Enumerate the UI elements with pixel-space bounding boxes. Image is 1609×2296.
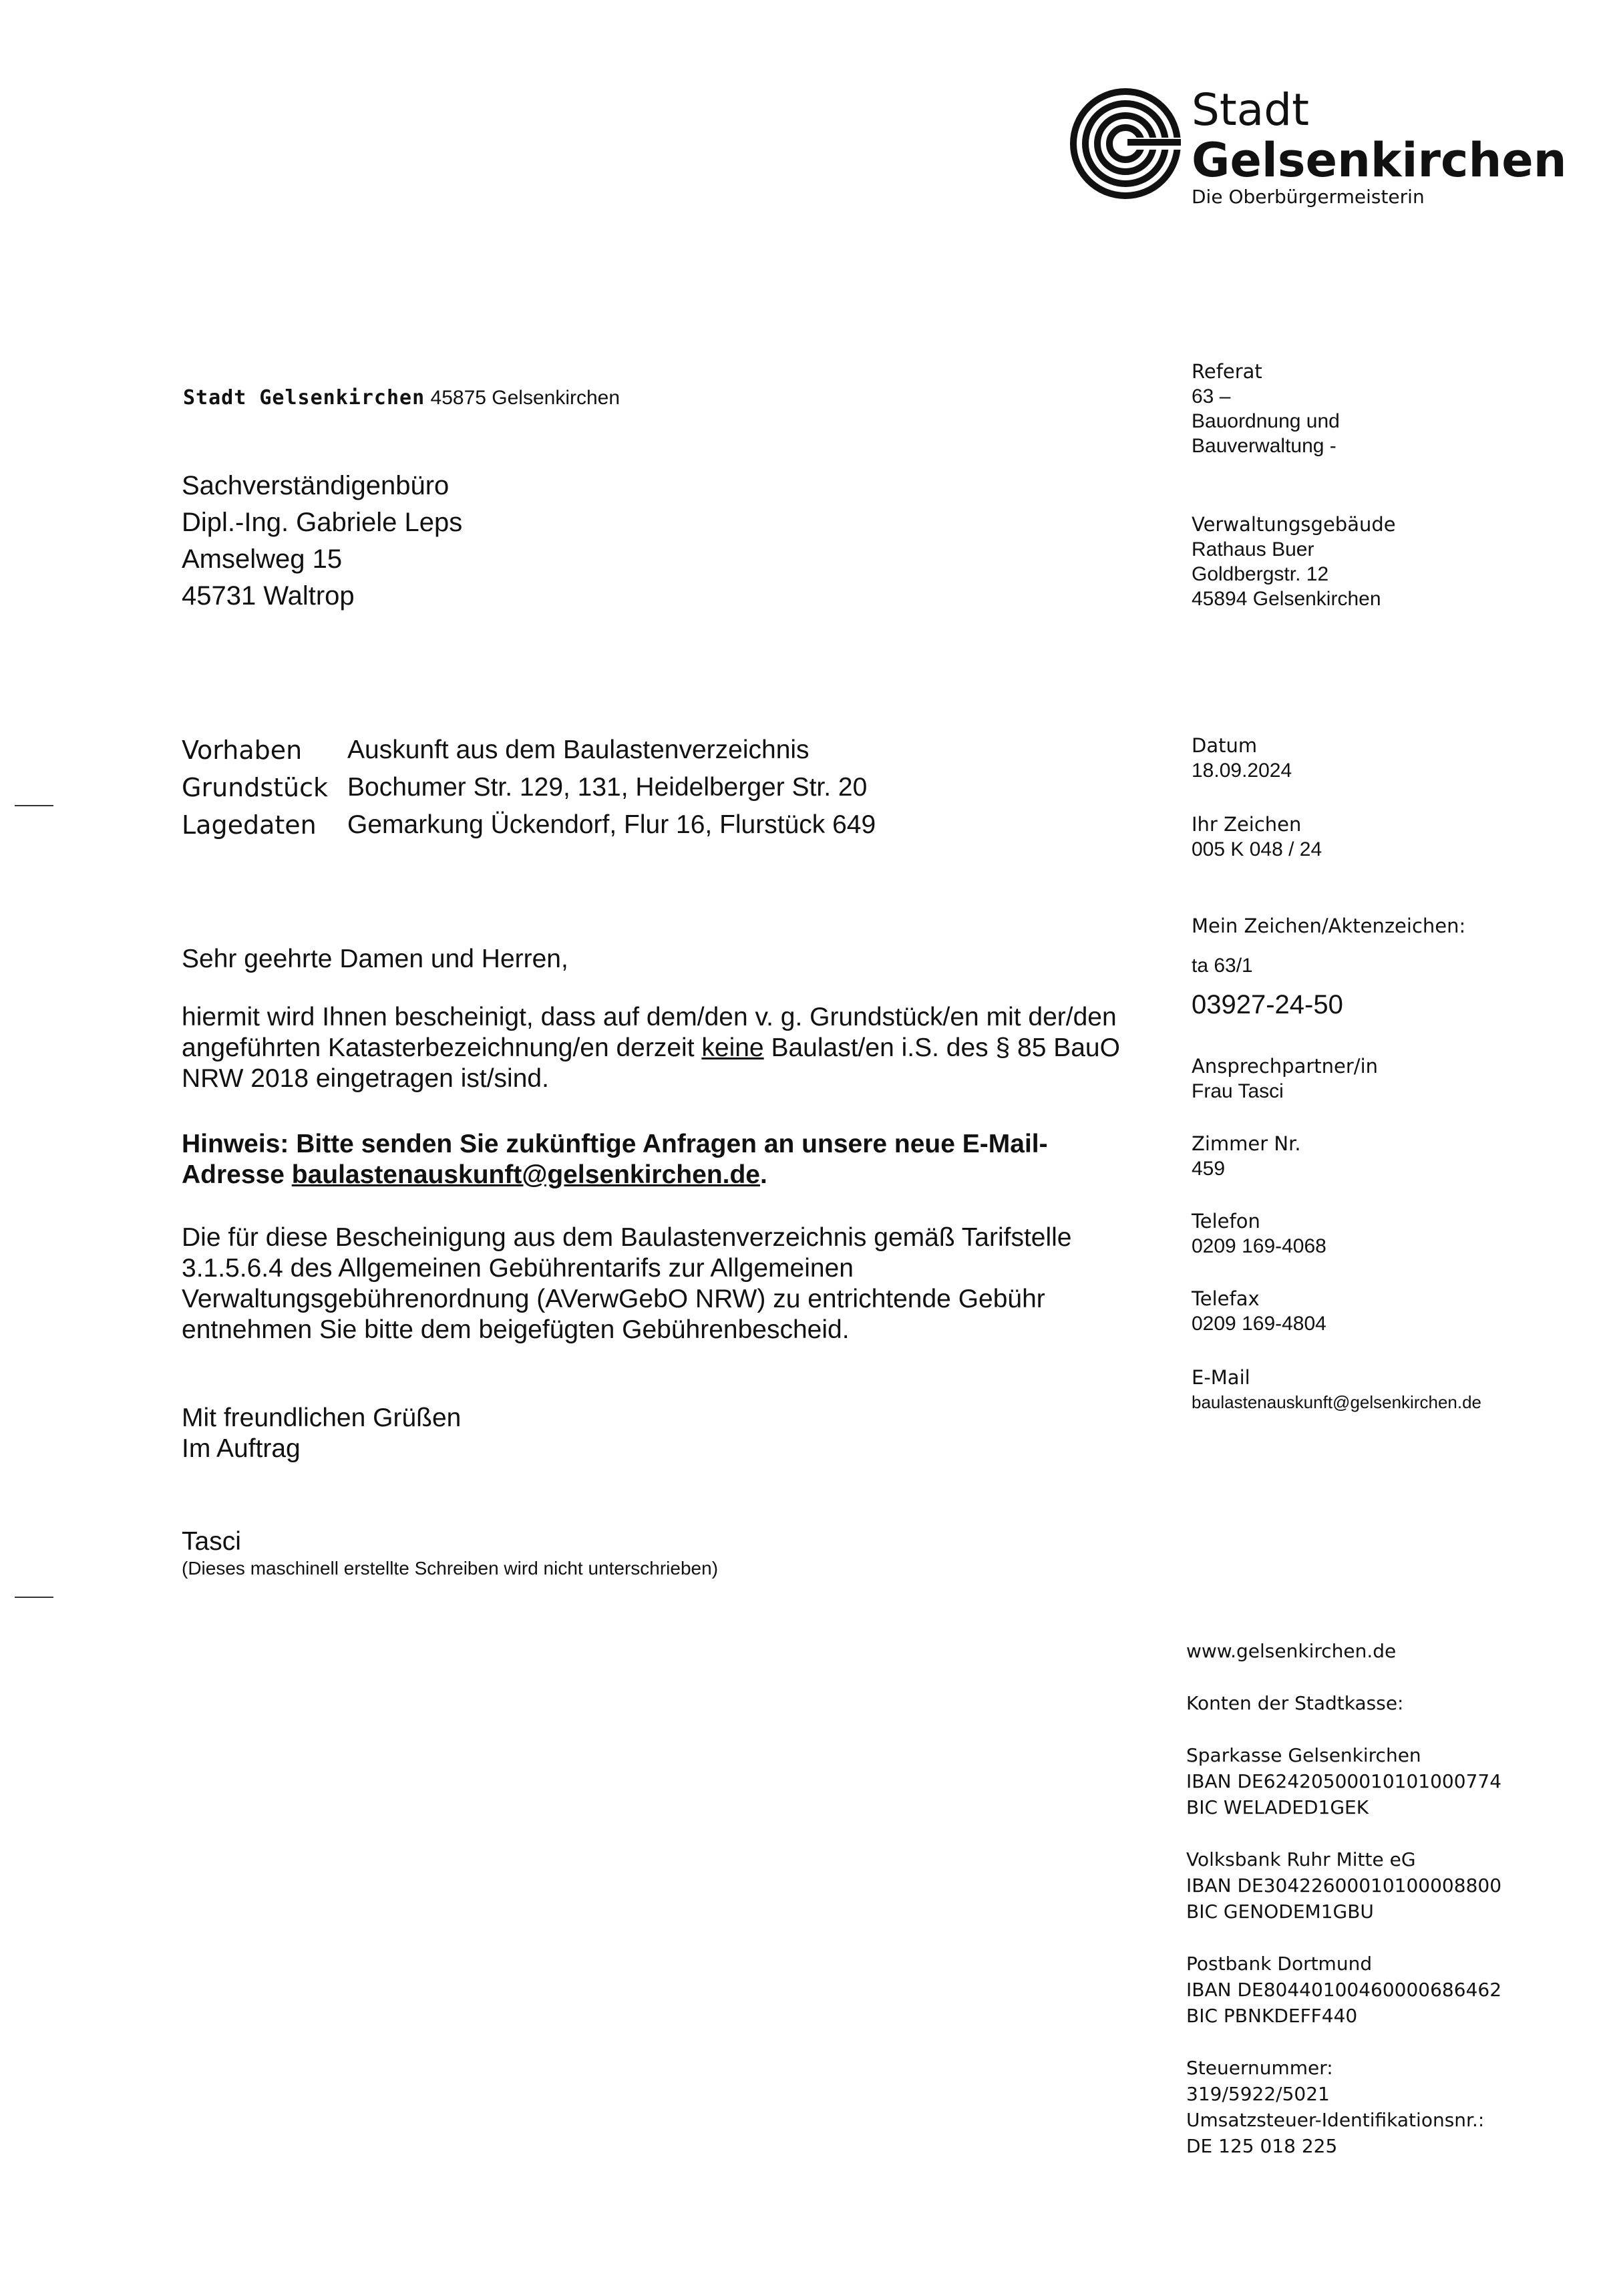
bank-name: Postbank Dortmund	[1186, 1953, 1373, 1975]
phone-value: 0209 169-4068	[1192, 1235, 1326, 1257]
contact-block	[1192, 1054, 1378, 1104]
letterhead-line1: Stadt	[1192, 84, 1309, 136]
fold-mark	[15, 1597, 53, 1598]
building-line: Goldbergstr. 12	[1192, 563, 1329, 585]
contact-label: Ansprechpartner/in	[1192, 1055, 1379, 1078]
paragraph-2: Die für diese Bescheinigung aus dem Baulastenverzeichnis gemäß Tarifstelle 3.1.5.6.4 des Allgemeinen Gebührentarifs zur Allgemeinen Verwaltungsgebührenordnung (AVerwGebO NRW) zu entrichtende Gebühr entnehmen Sie bitte dem beigefügten Gebührenbescheid.	[182, 1223, 1072, 1344]
department-line: Referat	[1192, 360, 1262, 383]
building-block	[1192, 512, 1396, 611]
salutation: Sehr geehrte Damen und Herren,	[182, 945, 568, 973]
your-ref-block	[1192, 812, 1322, 862]
bank-name: Volksbank Ruhr Mitte eG	[1186, 1848, 1416, 1870]
room-value: 459	[1192, 1158, 1226, 1180]
recipient-address	[182, 468, 462, 615]
subject-key: Grundstück	[182, 773, 329, 802]
signature-note: (Dieses maschinell erstellte Schreiben wird nicht unterschrieben)	[182, 1558, 719, 1579]
building-line: 45894 Gelsenkirchen	[1192, 588, 1381, 610]
my-ref-label: Mein Zeichen/Aktenzeichen:	[1192, 915, 1466, 937]
recipient-line: 45731 Waltrop	[182, 581, 355, 611]
hint-text: Hinweis: Bitte senden Sie zukünftige Anfragen an unsere neue E-Mail-Adresse	[182, 1130, 1048, 1189]
building-label: Verwaltungsgebäude	[1192, 513, 1396, 536]
phone-label: Telefon	[1192, 1210, 1260, 1233]
subject-key: Lagedaten	[182, 810, 317, 840]
bank-iban: IBAN DE80440100460000686462	[1186, 1979, 1502, 2001]
signature-block	[182, 1526, 1143, 1580]
fold-mark	[15, 805, 53, 806]
sender-address: 45875 Gelsenkirchen	[430, 387, 620, 409]
fax-value: 0209 169-4804	[1192, 1313, 1326, 1335]
tax-number: 319/5922/5021	[1186, 2083, 1330, 2105]
subject-value: Bochumer Str. 129, 131, Heidelberger Str. 20	[347, 773, 868, 802]
paragraph-1-part: Baulast/en i.S. des § 85 BauO NRW 2018 eingetragen ist/sind.	[182, 1033, 1120, 1093]
email-block	[1192, 1365, 1481, 1415]
bank-name: Sparkasse Gelsenkirchen	[1186, 1744, 1421, 1766]
department-line: Bauordnung und	[1192, 410, 1340, 432]
department-line: Bauverwaltung -	[1192, 435, 1336, 457]
letterhead-text	[1192, 86, 1567, 208]
bank-entry	[1186, 1846, 1501, 1925]
date-value: 18.09.2024	[1192, 760, 1292, 782]
underlined-keine: keine	[701, 1033, 764, 1062]
email-label: E-Mail	[1192, 1366, 1250, 1389]
date-label: Datum	[1192, 734, 1258, 757]
bank-entry	[1186, 1742, 1501, 1820]
phone-block	[1192, 1209, 1326, 1259]
contact-value: Frau Tasci	[1192, 1080, 1284, 1102]
tax-label: Steuernummer:	[1186, 2057, 1333, 2079]
date-block	[1192, 733, 1292, 783]
paragraph-1-part: hiermit wird Ihnen bescheinigt, dass auf dem/den v. g. Grundstück/en mit der/den angeführten Katasterbezeichnung/en derzeit	[182, 1003, 1117, 1062]
subject-block	[182, 731, 876, 844]
hint-paragraph	[182, 1129, 1143, 1190]
signature-name: Tasci	[182, 1527, 241, 1556]
subject-row	[182, 731, 876, 769]
subject-key: Vorhaben	[182, 735, 303, 765]
bank-iban: IBAN DE62420500010101000774	[1186, 1770, 1502, 1792]
tax-block	[1186, 2055, 1501, 2159]
subject-value: Auskunft aus dem Baulastenverzeichnis	[347, 735, 810, 764]
room-block	[1192, 1132, 1301, 1181]
bank-bic: BIC WELADED1GEK	[1186, 1796, 1369, 1818]
subject-row	[182, 806, 876, 844]
sender-org: Stadt Gelsenkirchen	[183, 386, 425, 409]
footer-block	[1186, 1638, 1501, 2159]
fax-block	[1192, 1287, 1326, 1336]
letterhead-subtitle: Die Oberbürgermeisterin	[1192, 186, 1425, 208]
building-line: Rathaus Buer	[1192, 538, 1314, 560]
hint-email-link[interactable]: baulastenauskunft@gelsenkirchen.de	[291, 1160, 760, 1189]
recipient-line: Dipl.-Ing. Gabriele Leps	[182, 508, 463, 537]
closing-line: Im Auftrag	[182, 1434, 301, 1463]
vat-number: DE 125 018 225	[1186, 2135, 1338, 2157]
bank-iban: IBAN DE30422600010100008800	[1186, 1874, 1502, 1897]
your-ref-value: 005 K 048 / 24	[1192, 838, 1322, 860]
city-emblem-icon	[1069, 87, 1182, 200]
letterhead-city: Gelsenkirchen	[1192, 133, 1567, 188]
bank-bic: BIC GENODEM1GBU	[1186, 1901, 1374, 1923]
hint-end: .	[760, 1160, 767, 1189]
my-ref-block	[1192, 914, 1465, 1017]
email-value: baulastenauskunft@gelsenkirchen.de	[1192, 1392, 1482, 1412]
website-link[interactable]: www.gelsenkirchen.de	[1186, 1640, 1397, 1662]
file-number: 03927-24-50	[1192, 990, 1343, 1019]
fax-label: Telefax	[1192, 1287, 1260, 1310]
department-block	[1192, 359, 1340, 458]
closing-block	[182, 1403, 1143, 1464]
bank-entry	[1186, 1951, 1501, 2029]
department-line: 63 –	[1192, 385, 1231, 407]
vat-label: Umsatzsteuer-Identifikationsnr.:	[1186, 2109, 1485, 2131]
bank-bic: BIC PBNKDEFF440	[1186, 2005, 1358, 2027]
subject-row	[182, 769, 876, 806]
room-label: Zimmer Nr.	[1192, 1132, 1301, 1155]
paragraph-1	[182, 1002, 1143, 1094]
closing-line: Mit freundlichen Grüßen	[182, 1404, 462, 1432]
accounts-label: Konten der Stadtkasse:	[1186, 1692, 1404, 1714]
your-ref-label: Ihr Zeichen	[1192, 813, 1302, 836]
recipient-line: Amselweg 15	[182, 544, 343, 574]
subject-value: Gemarkung Ückendorf, Flur 16, Flurstück 649	[347, 810, 876, 839]
recipient-line: Sachverständigenbüro	[182, 471, 450, 500]
my-ref-value: ta 63/1	[1192, 955, 1253, 977]
sender-line	[183, 386, 620, 409]
